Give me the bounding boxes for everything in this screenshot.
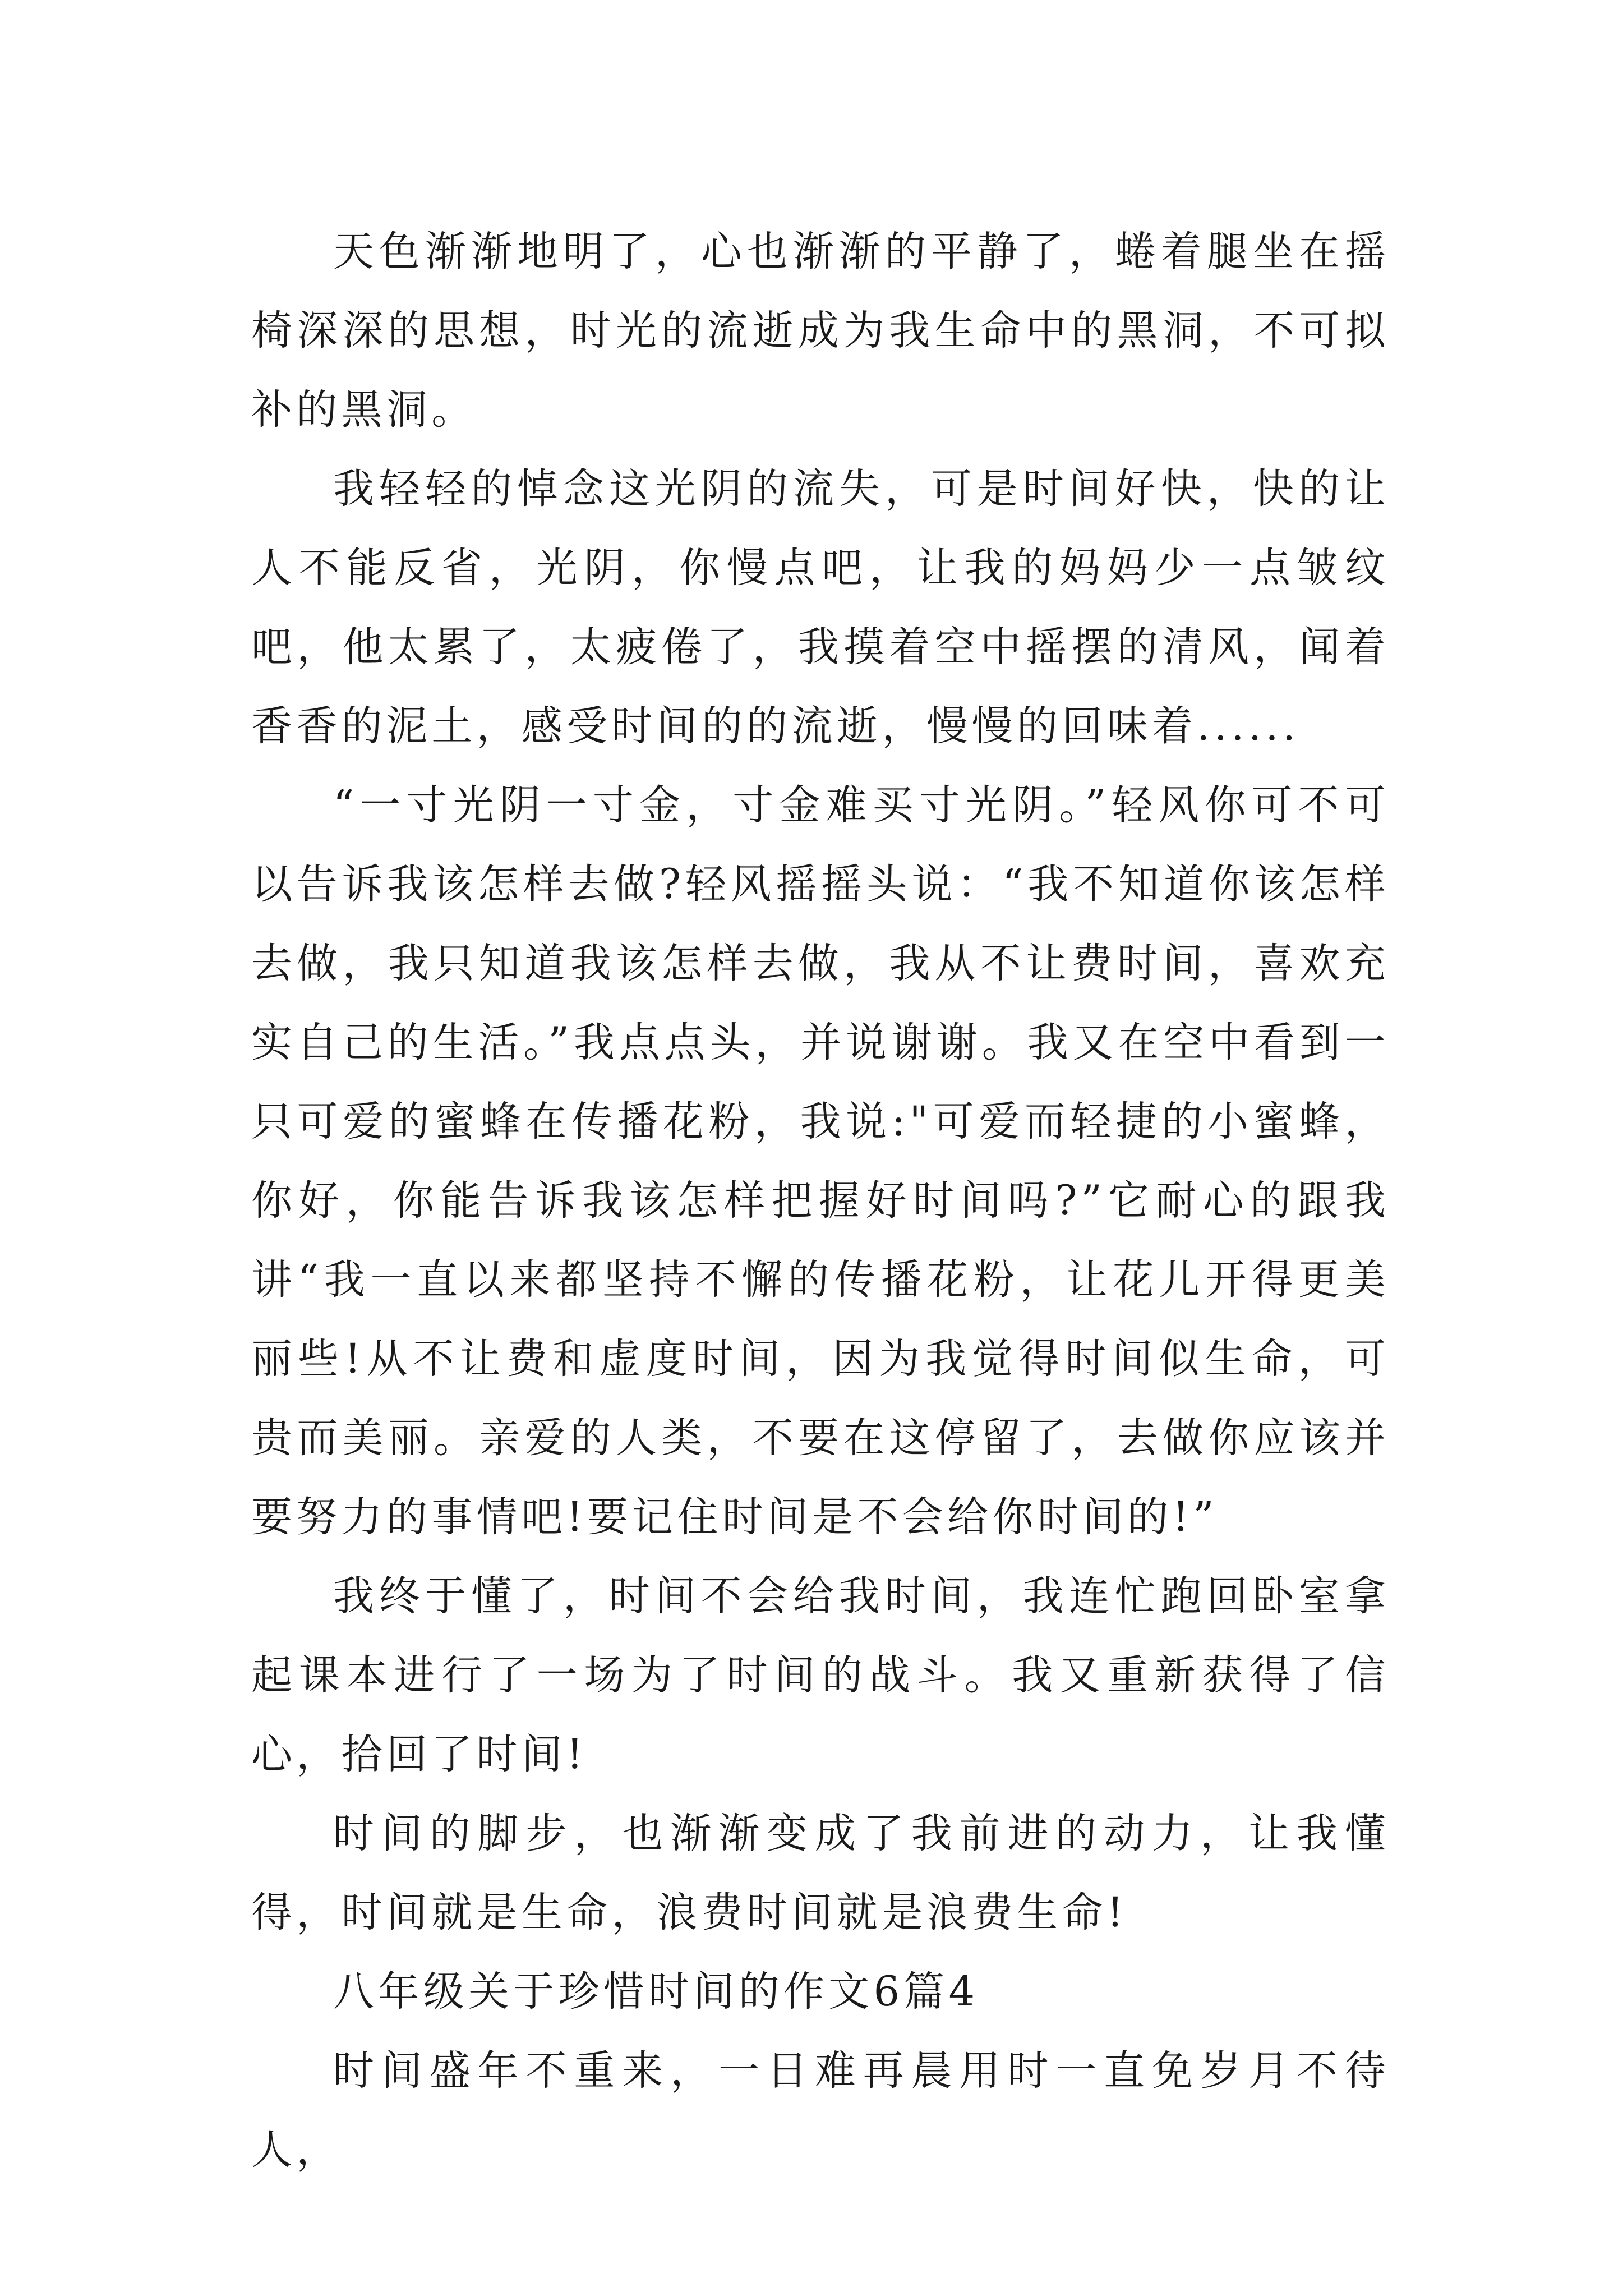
paragraph: 天色渐渐地明了，心也渐渐的平静了，蜷着腿坐在摇椅深深的思想，时光的流逝成为我生命中的黑洞，不可拟补的黑洞。 — [251, 228, 1390, 434]
document-page — [251, 212, 1390, 2189]
paragraph: “一寸光阴一寸金，寸金难买寸光阴。”轻风你可不可以告诉我该怎样去做?轻风摇摇头说：“我不知道你该怎样去做，我只知道我该怎样去做，我从不让费时间，喜欢充实自己的生活。”我点点头，并说谢谢。我又在空中看到一只可爱的蜜蜂在传播花粉，我说:"可爱而轻捷的小蜜蜂，你好，你能告诉我该怎样把握好时间吗?”它耐心的跟我讲“我一直以来都坚持不懈的传播花粉，让花儿开得更美丽些!从不让费和虚度时间，因为我觉得时间似生命，可贵而美丽。亲爱的人类，不要在这停留了，去做你应该并要努力的事情吧!要记住时间是不会给你时间的!” — [251, 781, 1390, 1541]
section-heading: 八年级关于珍惜时间的作文6篇4 — [333, 1968, 979, 2016]
paragraph: 时间的脚步，也渐渐变成了我前进的动力，让我懂得，时间就是生命，浪费时间就是浪费生命! — [251, 1810, 1390, 1936]
paragraph: 我终于懂了，时间不会给我时间，我连忙跑回卧室拿起课本进行了一场为了时间的战斗。我又重新获得了信心，拾回了时间! — [251, 1572, 1390, 1778]
paragraph: 我轻轻的悼念这光阴的流失，可是时间好快，快的让人不能反省，光阴，你慢点吧，让我的妈妈少一点皱纹吧，他太累了，太疲倦了，我摸着空中摇摆的清风，闻着香香的泥土，感受时间的的流逝，慢慢的回味着...... — [251, 465, 1390, 750]
paragraph: 时间盛年不重来，一日难再晨用时一直免岁月不待人， — [251, 2047, 1390, 2174]
